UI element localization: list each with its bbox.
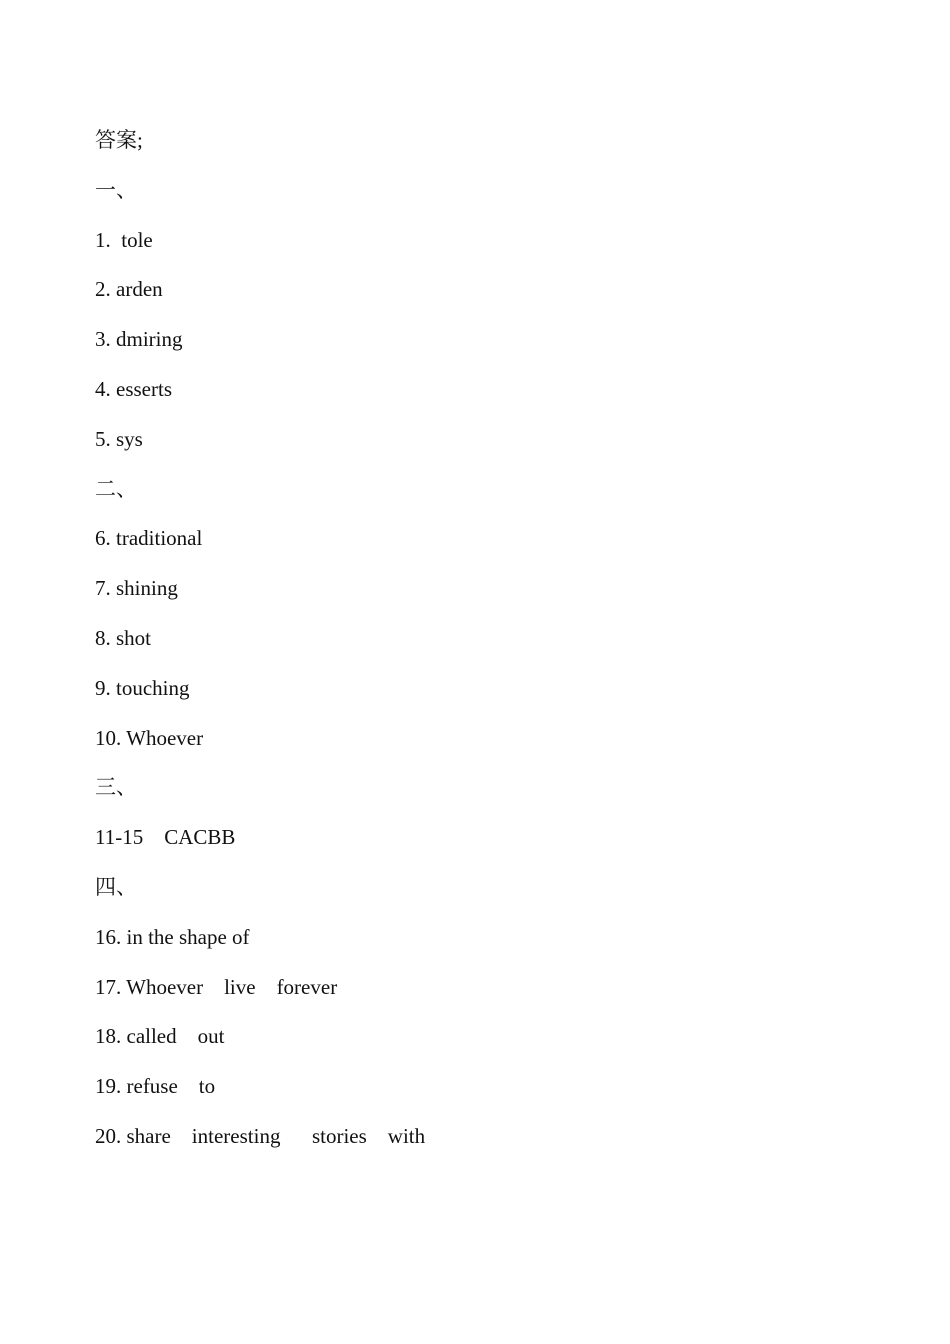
- answer-item-16: 16. in the shape of: [95, 924, 250, 949]
- answer-item-3: 3. dmiring: [95, 327, 183, 352]
- section-3-heading: 三、: [95, 775, 137, 800]
- answer-item-19: 19. refuse to: [95, 1074, 216, 1099]
- section-2-heading: 二、: [95, 476, 137, 501]
- section-4-heading: 四、: [95, 874, 137, 899]
- answer-item-11-15: 11-15 CACBB: [95, 825, 236, 850]
- answer-item-6: 6. traditional: [95, 526, 203, 551]
- answer-item-20: 20. share interesting stories with: [95, 1123, 426, 1148]
- answer-item-4: 4. esserts: [95, 376, 172, 401]
- answer-item-7: 7. shining: [95, 576, 178, 601]
- answer-item-2: 2. arden: [95, 277, 163, 302]
- answer-key: [95, 124, 855, 1170]
- answer-item-5: 5. sys: [95, 426, 143, 451]
- answer-item-9: 9. touching: [95, 675, 190, 700]
- answer-item-1: 1. tole: [95, 227, 153, 252]
- answer-key-title: 答案;: [95, 128, 143, 152]
- answer-item-10: 10. Whoever: [95, 725, 204, 750]
- answer-item-8: 8. shot: [95, 625, 152, 650]
- section-1-heading: 一、: [95, 177, 137, 202]
- answer-item-18: 18. called out: [95, 1024, 225, 1049]
- answer-item-17: 17. Whoever live forever: [95, 974, 338, 999]
